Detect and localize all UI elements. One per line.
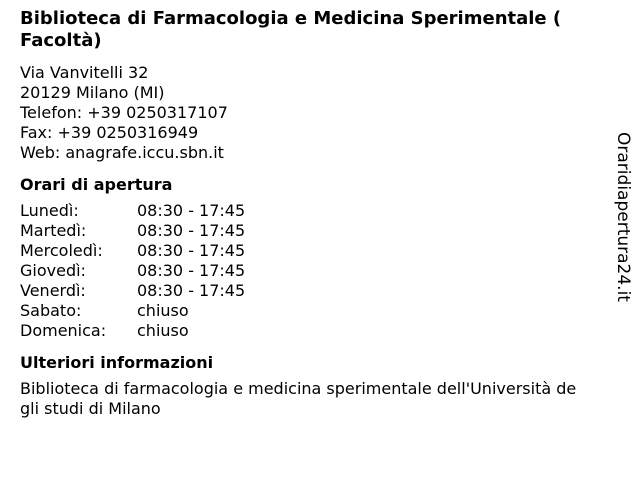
day-label: Mercoledì: (20, 241, 103, 260)
hours-value: chiuso (137, 321, 189, 340)
hours-value: 08:30 - 17:45 (137, 201, 246, 220)
hours-row-tuesday (20, 221, 595, 241)
day-label: Sabato: (20, 301, 82, 320)
opening-hours-heading: Orari di apertura (20, 175, 173, 194)
hours-row-saturday (20, 301, 595, 321)
hours-value: 08:30 - 17:45 (137, 241, 246, 260)
page-title: Biblioteca di Farmacologia e Medicina Sperimentale ( Facoltà) (20, 8, 562, 51)
hours-row-sunday (20, 321, 595, 341)
opening-hours-table (20, 201, 595, 341)
city-postal: 20129 Milano (MI) (20, 83, 165, 102)
hours-value: chiuso (137, 301, 189, 320)
address-block (20, 63, 595, 163)
further-info-text: Biblioteca di farmacologia e medicina sperimentale dell'Università degli studi di Milano (20, 379, 577, 418)
hours-row-wednesday (20, 241, 595, 261)
day-label: Martedì: (20, 221, 87, 240)
fax-number: Fax: +39 0250316949 (20, 123, 199, 142)
website: Web: anagrafe.iccu.sbn.it (20, 143, 224, 162)
hours-value: 08:30 - 17:45 (137, 281, 246, 300)
library-info-card (20, 8, 595, 419)
street-address: Via Vanvitelli 32 (20, 63, 149, 82)
phone-number: Telefon: +39 0250317107 (20, 103, 228, 122)
hours-row-monday (20, 201, 595, 221)
day-label: Venerdì: (20, 281, 86, 300)
site-watermark: Oraridiapertura24.it (613, 132, 633, 302)
hours-row-thursday (20, 261, 595, 281)
day-label: Lunedì: (20, 201, 79, 220)
hours-value: 08:30 - 17:45 (137, 221, 246, 240)
day-label: Domenica: (20, 321, 107, 340)
further-info-heading: Ulteriori informazioni (20, 353, 214, 372)
hours-value: 08:30 - 17:45 (137, 261, 246, 280)
day-label: Giovedì: (20, 261, 86, 280)
hours-row-friday (20, 281, 595, 301)
